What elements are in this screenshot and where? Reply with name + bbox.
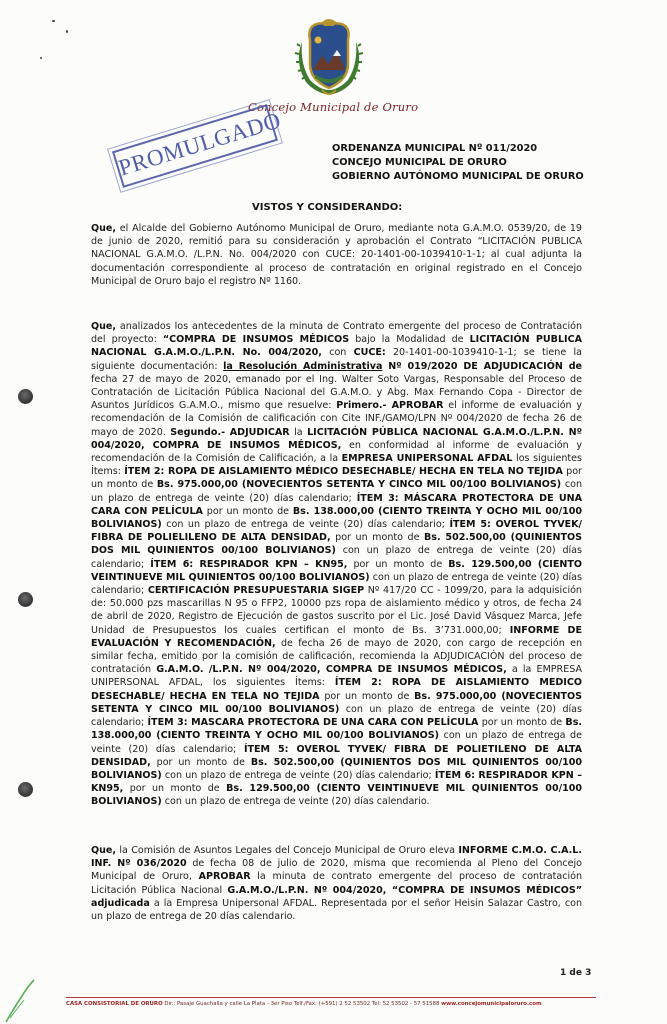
text-run: la Comisión de Asuntos Legales del Concejo Municipal de Oruro eleva (116, 845, 459, 856)
bold-run: “COMPRA DE INSUMOS MÉDICOS (162, 334, 350, 346)
footer-label: CASA CONSISTORIAL DE ORURO (66, 1001, 163, 1007)
bold-run: LICITACIÓN PÚBLICA NACIONAL G.A.M.O./L.P.N. Nº 004/2020, COMPRA DE INSUMOS MÉDICOS, (91, 426, 582, 451)
council-name: CONCEJO MUNICIPAL DE ORURO (332, 157, 507, 168)
text-run: con un plazo de entrega de veinte (20) días calendario; (91, 730, 582, 755)
bold-run: ÍTEM 6: RESPIRADOR KPN – KN95, (91, 769, 582, 795)
text-run: con un plazo de entrega de veinte (20) días calendario. (161, 796, 430, 808)
bold-run: ÍTEM 2: ROPA DE AISLAMIENTO MÉDICO DESECHABLE/ HECHA EN TELA NO TEJIDA (124, 466, 563, 478)
bold-run: ÍTEM 6: RESPIRADOR KPN – KN95, (150, 558, 348, 570)
text-run: a la Empresa Unipersonal AFDAL. Representada por el señor Heisin Salazar Castro, con un plazo de entrega de 20 días calendario. (91, 897, 582, 923)
bold-run: G.A.M.O./L.P.N. Nº 004/2020, “COMPRA DE INSUMOS MÉDICOS” adjudicada (91, 884, 582, 909)
bold-run: Nº 019/2020 DE ADJUDICACIÓN de (382, 360, 583, 372)
footer-address (66, 1001, 606, 1007)
bold-run: ÍTEM 3: MASCARA PROTECTORA DE UNA CARA CON PELÍCULA (147, 717, 479, 729)
bold-run: Segundo.- ADJUDICAR (170, 426, 290, 438)
paragraph-1 (91, 222, 582, 288)
section-heading: VISTOS Y CONSIDERANDO: (252, 202, 403, 213)
bold-run: Bs. 129.500,00 (CIENTO VEINTINUEVE MIL QUINIENTOS 00/100 BOLIVIANOS) (91, 558, 582, 583)
text-run: la minuta de contrato emergente del proceso de contratación Licitación Pública Nacional (91, 871, 582, 896)
text-run: por un monto de (202, 505, 293, 517)
text-run: Nº 417/20 CC - 1099/20, para la adquisición de: 50.000 pzs mascarillas N 95 o FFP2, 10000 pzs ropa de aislamiento médico y otros, de fecha 24 de abril de 2020, Registro de Ejecución de gastos suscrito por el Lic. José David Vásquez Marca, Jefe Unidad de Presupuestos los cuales certifican el monto de Bs. 3’731.000,00; (91, 585, 582, 636)
text-run: fecha 27 de mayo de 2020, emanado por el Ing. Walter Soto Vargas, Responsable del Proceso de Contratación de Licitación Pública Nacional del G.A.M.O. y Abg. Max Fernando Copa - Director de Asuntos Jurídicos G.A.M.O., mismo que resuelve: (91, 373, 582, 412)
text-run: con un plazo de entrega de veinte (20) días calendario; (91, 479, 582, 504)
footer-website: www.concejomunicipaloruro.com (441, 1001, 542, 1007)
promulgado-stamp: PROMULGADO (112, 104, 278, 188)
text-run: con un plazo de entrega de veinte (20) días calendario; (161, 519, 450, 531)
bold-run: EMPRESA UNIPERSONAL AFDAL (341, 453, 513, 465)
bold-run: ÍTEM 2: ROPA DE AISLAMIENTO MEDICO DESECHABLE/ HECHA EN TELA NO TEJIDA (91, 677, 582, 702)
text-run: el informe de evaluación y recomendación de la Comisión de calificación con Cite INF./GAMO/LPN Nº 004/2020 de fecha 26 de mayo de 2020. (91, 400, 583, 438)
text-run: por un monto de (330, 532, 424, 544)
para-text: el Alcalde del Gobierno Autónomo Municipal de Oruro, mediante nota G.A.M.O. 0539/20, de 19 de junio de 2020, remitió para su consideración y aprobación el Contrato “LICITACIÓN PUBLICA NACIONAL G.A.M.O. /L.P.N. No. 004/2020 con CUCE: 20-1401-00-1039410-1-1; al cual adjunta la documentación correspondiente al proceso de contratación en original registrado en el Concejo Municipal de Oruro bajo el registro Nº 1160. (91, 223, 582, 287)
bold-run: ÍTEM 5: OVEROL TYVEK/ FIBRA DE POLIELILENO DE ALTA DENSIDAD, (91, 519, 582, 544)
text-run: con un plazo de entrega de veinte (20) días calendario; (91, 571, 582, 597)
text-run: con un plazo de entrega de veinte (20) días calendario; (91, 703, 582, 729)
council-script-title: Concejo Municipal de Oruro (248, 100, 419, 114)
para-lead: Que, (91, 223, 117, 234)
bold-run: Bs. 129.500,00 (CIENTO VEINTINUEVE MIL QUINIENTOS 00/100 BOLIVIANOS) (91, 783, 582, 808)
text-run: con (321, 347, 354, 359)
text-run: con un plazo de entrega de veinte (20) días calendario; (91, 545, 582, 570)
underlined-run: la Resolución Administrativa (223, 360, 383, 372)
text-run: por un monto de (319, 690, 415, 702)
bold-run: CERTIFICACIÓN PRESUPUESTARIA SIGEP (147, 585, 365, 597)
bold-run: Bs. 138.000,00 (CIENTO TREINTA Y OCHO MIL 00/100 BOLIVIANOS) (91, 505, 583, 531)
bold-run: Bs. 502.500,00 (QUINIENTOS DOS MIL QUINIENTOS 00/100 BOLIVIANOS) (91, 756, 582, 781)
bold-run: Bs. 975.000,00 (NOVECIENTOS SETENTA Y CINCO MIL 00/100 BOLIVIANOS) (91, 690, 583, 715)
punch-hole (18, 782, 33, 797)
speck (40, 57, 42, 59)
text-run: a la EMPRESA UNIPERSONAL AFDAL, los siguientes Ítems: (91, 664, 582, 689)
text-run: los siguientes Ítems: (91, 453, 582, 478)
bold-run: ÍTEM 5: OVEROL TYVEK/ FIBRA DE POLIETILENO DE ALTA DENSIDAD, (91, 743, 582, 768)
paragraph-2 (91, 320, 582, 809)
pen-mark (2, 978, 36, 1024)
text-run: por un monto de (478, 717, 566, 729)
bold-run: Bs. 975.000,00 (NOVECIENTOS SETENTA Y CINCO MIL 00/100 BOLIVIANOS) (156, 479, 562, 491)
text-run: en conformidad al informe de evaluación y recomendación de la Comisión de Calificación, a la (91, 439, 583, 465)
bold-run: CUCE: (353, 347, 386, 359)
bold-run: INFORME C.M.O. C.A.L. INF. Nº 036/2020 (91, 845, 583, 870)
bold-run: G.A.M.O. /L.P.N. Nº 004/2020, COMPRA DE INSUMOS MÉDICOS, (156, 664, 507, 676)
text-run: por un monto de (150, 756, 251, 768)
para-lead: Que, (91, 321, 117, 332)
speck (52, 20, 55, 22)
government-name: GOBIERNO AUTÓNOMO MUNICIPAL DE ORURO (332, 171, 584, 182)
text-run: de fecha 08 de julio de 2020, misma que recomienda al Pleno del Concejo Municipal de Oruro, (91, 858, 582, 883)
bold-run: Bs. 502.500,00 (QUINIENTOS DOS MIL QUINIENTOS 00/100 BOLIVIANOS) (91, 532, 583, 557)
bold-run: APROBAR (198, 871, 251, 883)
bold-run: LICITACIÓN PUBLICA NACIONAL G.A.M.O./L.P.N. No. 004/2020, (91, 334, 582, 359)
text-run: por un monto de (347, 558, 449, 570)
text-run: 20-1401-00-1039410-1-1; se tiene la siguiente documentación: (91, 347, 582, 372)
ordinance-number: ORDENANZA MUNICIPAL Nº 011/2020 (332, 143, 538, 154)
footer-contact: Dir.: Pasaje Guachalla y calle La Plata - 3er Piso Telf./Fax: (+591) 2 52 53502 Tel: 52 53502 - 57 51588 (162, 1001, 442, 1007)
speck (66, 30, 68, 33)
punch-hole (18, 389, 33, 404)
punch-hole (18, 592, 33, 607)
text-run: por un monto de (91, 466, 582, 491)
para-lead: Que, (91, 845, 117, 856)
text-run: de fecha 26 de mayo de 2020, con cargo de recepción en similar fecha, emitido por la comisión de calificación, recomienda la ADJUDICACIÓN del proceso de contratación (91, 637, 583, 676)
page-number: 1 de 3 (560, 968, 592, 978)
bold-run: ÍTEM 3: MÁSCARA PROTECTORA DE UNA CARA CON PELÍCULA (91, 492, 583, 517)
bold-run: INFORME DE EVALUACIÓN Y RECOMENDACIÓN, (91, 624, 582, 649)
bold-run: Primero.- APROBAR (336, 400, 444, 412)
text-run: la (289, 426, 308, 438)
text-run: con un plazo de entrega de veinte (20) días calendario; (161, 769, 435, 781)
text-run: bajo la Modalidad de (349, 334, 470, 346)
text-run: por un monto de (123, 783, 227, 795)
text-run: analizados los antecedentes de la minuta de Contrato emergente del proceso de Contratación del proyecto: (91, 321, 582, 346)
paragraph-3 (91, 844, 582, 923)
coat-of-arms-emblem (292, 18, 366, 98)
footer-divider (66, 997, 596, 998)
bold-run: Bs. 138.000,00 (CIENTO TREINTA Y OCHO MIL 00/100 BOLIVIANOS) (91, 717, 583, 742)
ordinance-heading (332, 142, 632, 184)
